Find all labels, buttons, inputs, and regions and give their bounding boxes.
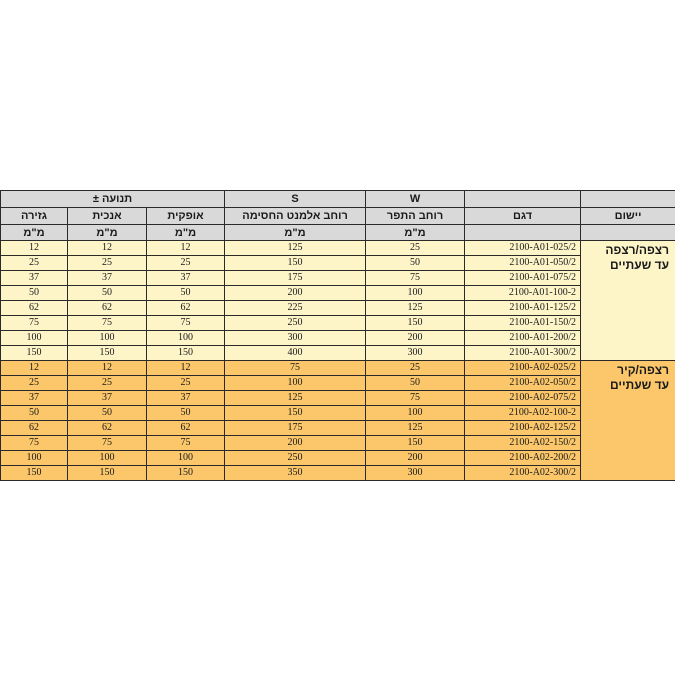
model-cell: 2100-A02-200/2 bbox=[465, 451, 581, 466]
horizontal-cell: 12 bbox=[147, 241, 225, 256]
seal-width-cell: 200 bbox=[225, 286, 366, 301]
seal-width-cell: 175 bbox=[225, 421, 366, 436]
vertical-cell: 150 bbox=[68, 466, 147, 481]
joint-width-cell: 150 bbox=[366, 436, 465, 451]
vertical-cell: 12 bbox=[68, 361, 147, 376]
joint-width-cell: 25 bbox=[366, 241, 465, 256]
joint-width-cell: 25 bbox=[366, 361, 465, 376]
joint-width-cell: 125 bbox=[366, 421, 465, 436]
joint-width-cell: 75 bbox=[366, 391, 465, 406]
vertical-cell: 62 bbox=[68, 421, 147, 436]
unit-label: מ"מ bbox=[1, 225, 68, 241]
model-cell: 2100-A01-200/2 bbox=[465, 331, 581, 346]
unit-label: מ"מ bbox=[147, 225, 225, 241]
unit-label: מ"מ bbox=[68, 225, 147, 241]
horizontal-cell: 37 bbox=[147, 271, 225, 286]
model-header-blank bbox=[465, 191, 581, 208]
shear-cell: 150 bbox=[1, 466, 68, 481]
vertical-cell: 25 bbox=[68, 256, 147, 271]
joint-width-cell: 300 bbox=[366, 466, 465, 481]
seal-width-cell: 75 bbox=[225, 361, 366, 376]
vertical-cell: 50 bbox=[68, 286, 147, 301]
vertical-cell: 62 bbox=[68, 301, 147, 316]
seal-width-cell: 175 bbox=[225, 271, 366, 286]
model-cell: 2100-A02-050/2 bbox=[465, 376, 581, 391]
shear-cell: 25 bbox=[1, 256, 68, 271]
unit-label: מ"מ bbox=[366, 225, 465, 241]
seal-width-cell: 125 bbox=[225, 241, 366, 256]
model-cell: 2100-A01-050/2 bbox=[465, 256, 581, 271]
horizontal-cell: 25 bbox=[147, 256, 225, 271]
vertical-cell: 75 bbox=[68, 436, 147, 451]
model-cell: 2100-A02-150/2 bbox=[465, 436, 581, 451]
horizontal-cell: 62 bbox=[147, 421, 225, 436]
horizontal-cell: 100 bbox=[147, 331, 225, 346]
shear-cell: 12 bbox=[1, 241, 68, 256]
vertical-cell: 37 bbox=[68, 271, 147, 286]
joint-width-cell: 150 bbox=[366, 316, 465, 331]
seal-width-cell: 225 bbox=[225, 301, 366, 316]
header-row-groups bbox=[1, 191, 675, 208]
application-line-2: עד שעתיים bbox=[609, 378, 670, 392]
spec-table bbox=[0, 190, 675, 481]
application-line-1: רצפה/רצפה bbox=[605, 243, 670, 257]
table-row bbox=[1, 361, 675, 376]
shear-header: גזירה bbox=[1, 208, 68, 225]
table-row bbox=[1, 346, 675, 361]
table-body bbox=[1, 241, 675, 481]
table-row bbox=[1, 301, 675, 316]
s-header: S bbox=[225, 191, 366, 208]
horizontal-cell: 75 bbox=[147, 316, 225, 331]
shear-cell: 75 bbox=[1, 436, 68, 451]
joint-width-cell: 200 bbox=[366, 451, 465, 466]
unit-label: מ"מ bbox=[225, 225, 366, 241]
horizontal-cell: 75 bbox=[147, 436, 225, 451]
shear-cell: 50 bbox=[1, 286, 68, 301]
joint-width-cell: 200 bbox=[366, 331, 465, 346]
movement-header: תנועה ± bbox=[1, 191, 225, 208]
seal-width-cell: 150 bbox=[225, 406, 366, 421]
horizontal-header: אופקית bbox=[147, 208, 225, 225]
joint-width-header: רוחב התפר bbox=[366, 208, 465, 225]
model-cell: 2100-A02-025/2 bbox=[465, 361, 581, 376]
model-cell: 2100-A02-075/2 bbox=[465, 391, 581, 406]
model-cell: 2100-A01-125/2 bbox=[465, 301, 581, 316]
table-row bbox=[1, 286, 675, 301]
vertical-cell: 100 bbox=[68, 451, 147, 466]
joint-width-cell: 100 bbox=[366, 406, 465, 421]
horizontal-cell: 37 bbox=[147, 391, 225, 406]
horizontal-cell: 150 bbox=[147, 346, 225, 361]
shear-cell: 62 bbox=[1, 421, 68, 436]
horizontal-cell: 50 bbox=[147, 286, 225, 301]
vertical-cell: 150 bbox=[68, 346, 147, 361]
model-cell: 2100-A01-025/2 bbox=[465, 241, 581, 256]
table-row bbox=[1, 316, 675, 331]
model-cell: 2100-A02-300/2 bbox=[465, 466, 581, 481]
header-row-units bbox=[1, 225, 675, 241]
shear-cell: 75 bbox=[1, 316, 68, 331]
table-row bbox=[1, 271, 675, 286]
shear-cell: 100 bbox=[1, 451, 68, 466]
table-row bbox=[1, 421, 675, 436]
unit-blank bbox=[581, 225, 675, 241]
vertical-cell: 50 bbox=[68, 406, 147, 421]
table-row bbox=[1, 376, 675, 391]
vertical-cell: 100 bbox=[68, 331, 147, 346]
table-header bbox=[1, 191, 675, 241]
seal-width-cell: 100 bbox=[225, 376, 366, 391]
model-cell: 2100-A01-075/2 bbox=[465, 271, 581, 286]
table-row bbox=[1, 436, 675, 451]
seal-width-header: רוחב אלמנט החסימה bbox=[225, 208, 366, 225]
joint-width-cell: 50 bbox=[366, 256, 465, 271]
model-cell: 2100-A02-100-2 bbox=[465, 406, 581, 421]
shear-cell: 37 bbox=[1, 271, 68, 286]
shear-cell: 100 bbox=[1, 331, 68, 346]
seal-width-cell: 250 bbox=[225, 316, 366, 331]
horizontal-cell: 150 bbox=[147, 466, 225, 481]
vertical-header: אנכית bbox=[68, 208, 147, 225]
application-cell bbox=[581, 241, 675, 361]
application-header-blank bbox=[581, 191, 675, 208]
application-line-1: רצפה/קיר bbox=[617, 363, 670, 377]
model-cell: 2100-A02-125/2 bbox=[465, 421, 581, 436]
vertical-cell: 12 bbox=[68, 241, 147, 256]
vertical-cell: 25 bbox=[68, 376, 147, 391]
shear-cell: 150 bbox=[1, 346, 68, 361]
model-header: דגם bbox=[465, 208, 581, 225]
seal-width-cell: 300 bbox=[225, 331, 366, 346]
shear-cell: 25 bbox=[1, 376, 68, 391]
table-row bbox=[1, 241, 675, 256]
horizontal-cell: 12 bbox=[147, 361, 225, 376]
horizontal-cell: 62 bbox=[147, 301, 225, 316]
application-line-2: עד שעתיים bbox=[609, 258, 670, 272]
table-row bbox=[1, 391, 675, 406]
seal-width-cell: 350 bbox=[225, 466, 366, 481]
application-cell bbox=[581, 361, 675, 481]
joint-width-cell: 100 bbox=[366, 286, 465, 301]
joint-width-cell: 125 bbox=[366, 301, 465, 316]
seal-width-cell: 250 bbox=[225, 451, 366, 466]
table-row bbox=[1, 451, 675, 466]
model-cell: 2100-A01-300/2 bbox=[465, 346, 581, 361]
joint-width-cell: 50 bbox=[366, 376, 465, 391]
seal-width-cell: 400 bbox=[225, 346, 366, 361]
joint-width-cell: 300 bbox=[366, 346, 465, 361]
horizontal-cell: 50 bbox=[147, 406, 225, 421]
shear-cell: 12 bbox=[1, 361, 68, 376]
shear-cell: 37 bbox=[1, 391, 68, 406]
header-row-columns bbox=[1, 208, 675, 225]
seal-width-cell: 200 bbox=[225, 436, 366, 451]
table-row bbox=[1, 331, 675, 346]
horizontal-cell: 25 bbox=[147, 376, 225, 391]
seal-width-cell: 150 bbox=[225, 256, 366, 271]
table-row bbox=[1, 466, 675, 481]
unit-blank bbox=[465, 225, 581, 241]
table-row bbox=[1, 406, 675, 421]
shear-cell: 62 bbox=[1, 301, 68, 316]
model-cell: 2100-A01-150/2 bbox=[465, 316, 581, 331]
model-cell: 2100-A01-100-2 bbox=[465, 286, 581, 301]
horizontal-cell: 100 bbox=[147, 451, 225, 466]
joint-width-cell: 75 bbox=[366, 271, 465, 286]
application-header: יישום bbox=[581, 208, 675, 225]
seal-width-cell: 125 bbox=[225, 391, 366, 406]
vertical-cell: 75 bbox=[68, 316, 147, 331]
vertical-cell: 37 bbox=[68, 391, 147, 406]
w-header: W bbox=[366, 191, 465, 208]
shear-cell: 50 bbox=[1, 406, 68, 421]
table-row bbox=[1, 256, 675, 271]
